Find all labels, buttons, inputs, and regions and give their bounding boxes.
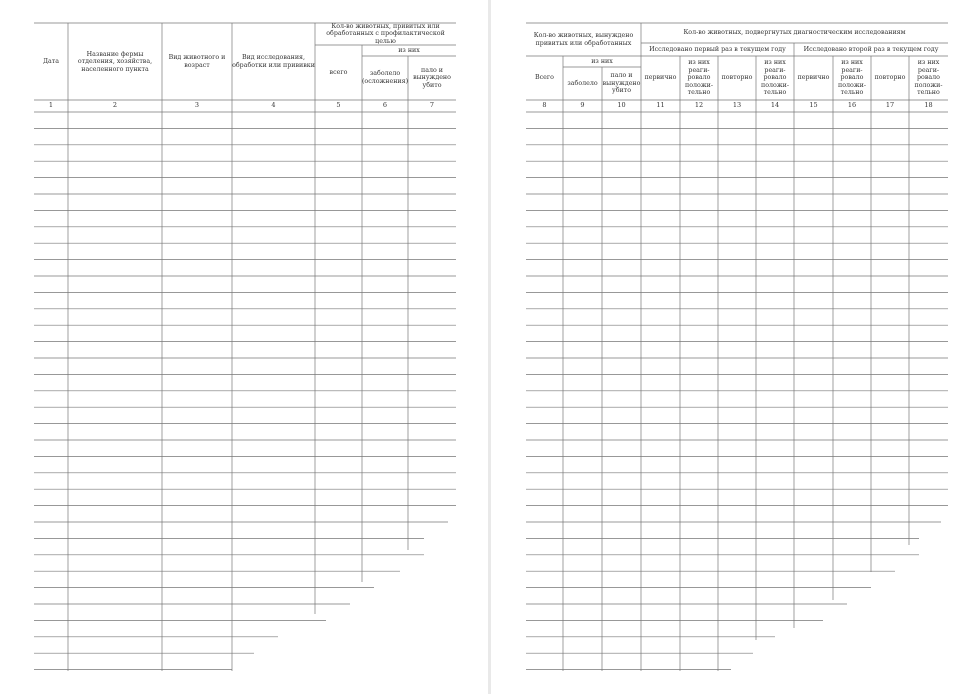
group-header-forced: Кол-во животных, вынуждено привитых или обработанных (533, 31, 634, 47)
col-header-total: Всего (535, 74, 554, 82)
col-number-18: 18 (924, 101, 933, 109)
col-header-reacted-2: из них реаги-ровало положи-тельно (761, 59, 789, 97)
col-header-primary-2: первично (797, 74, 830, 82)
sub-header-second-time: Исследовано второй раз в текущем году (803, 45, 939, 53)
col-number-4: 4 (271, 101, 276, 109)
right-page (491, 0, 979, 694)
group-header-prophylactic: Кол-во животных, привитых или обработанных с профилактической целью (326, 22, 445, 45)
col-number-3: 3 (194, 101, 200, 109)
col-header-fell-ill: заболело (осложнения) (361, 70, 409, 85)
sub-header-first-time: Исследовано первый раз в текущем году (649, 45, 786, 53)
col-number-16: 16 (847, 101, 857, 109)
left-page (0, 0, 488, 694)
col-number-1: 1 (48, 101, 54, 109)
sub-header-of-them: из них (591, 57, 613, 65)
col-header-reacted-1: из них реаги-ровало положи-тельно (685, 59, 713, 97)
col-header-primary-1: первично (644, 74, 677, 82)
col-header-repeat-1: повторно (721, 74, 753, 82)
col-header-farm-name: Название фермы отделения, хозяйства, населенного пункта (77, 50, 153, 73)
col-number-9: 9 (580, 101, 585, 109)
col-number-6: 6 (382, 101, 388, 109)
col-header-date: Дата (42, 58, 60, 66)
col-header-repeat-2: повторно (874, 74, 906, 82)
col-header-total: всего (329, 68, 348, 76)
col-header-animal-type: Вид животного и возраст (168, 54, 226, 69)
col-number-7: 7 (429, 101, 435, 109)
group-header-diagnostic: Кол-во животных, подвергнутых диагностическим исследованиям (683, 29, 906, 37)
col-header-treatment-type: Вид исследования, обработки или прививки (232, 54, 315, 69)
col-number-14: 14 (770, 101, 780, 109)
col-header-reacted-3: из них реаги-ровало положи-тельно (838, 59, 866, 97)
col-number-17: 17 (885, 101, 895, 109)
col-header-died-killed: пало и вынуждено убито (413, 66, 451, 89)
col-number-2: 2 (112, 101, 118, 109)
col-number-12: 12 (694, 101, 704, 109)
col-number-8: 8 (542, 101, 547, 109)
col-number-5: 5 (336, 101, 341, 109)
col-number-15: 15 (809, 101, 818, 109)
col-number-13: 13 (732, 101, 742, 109)
sub-header-of-them: из них (398, 46, 420, 54)
col-header-fell-ill: заболело (567, 79, 598, 87)
col-number-11: 11 (656, 101, 665, 109)
col-number-10: 10 (617, 101, 626, 109)
col-header-reacted-4: из них реаги-ровало положи-тельно (914, 59, 943, 97)
col-header-died-killed: пало и вынуждено убито (602, 72, 641, 95)
